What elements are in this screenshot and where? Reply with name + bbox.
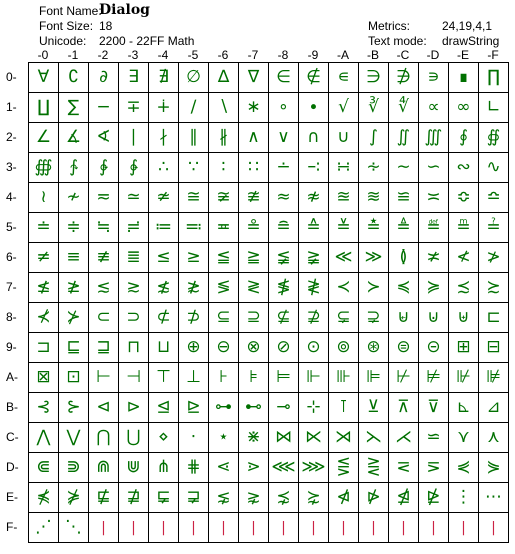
glyph-cell: ⊇	[239, 303, 269, 333]
glyph-cell: ⋍	[419, 423, 449, 453]
glyph-cell: ≁	[59, 183, 89, 213]
row-header: 6-	[6, 250, 17, 264]
glyph-cell: ∵	[179, 153, 209, 183]
glyph-cell: ⊒	[89, 333, 119, 363]
glyph-cell: ≜	[389, 213, 419, 243]
glyph-cell: ≧	[239, 243, 269, 273]
row-header: A-	[6, 370, 18, 384]
glyph-cell: ∊	[329, 63, 359, 93]
glyph-cell: ∴	[149, 153, 179, 183]
glyph-cell: ⋁	[59, 423, 89, 453]
glyph-cell: ≈	[269, 183, 299, 213]
glyph-cell: ⋜	[389, 453, 419, 483]
glyph-cell: ≬	[389, 243, 419, 273]
glyph-grid	[28, 62, 509, 543]
glyph-cell: ⊄	[149, 303, 179, 333]
glyph-cell: ≽	[419, 273, 449, 303]
glyph-cell: ≮	[449, 243, 479, 273]
glyph-cell: ⊴	[149, 393, 179, 423]
glyph-cell: ∑	[59, 93, 89, 123]
glyph-cell: ⊀	[29, 303, 59, 333]
column-header: -C	[396, 48, 410, 62]
glyph-cell: ⋊	[329, 423, 359, 453]
glyph-cell: ∞	[449, 93, 479, 123]
text-mode-value: drawString	[442, 34, 500, 48]
glyph-cell: ⋡	[59, 483, 89, 513]
glyph-cell: ⋫	[359, 483, 389, 513]
glyph-cell: ⊩	[299, 363, 329, 393]
glyph-cell: ∨	[269, 123, 299, 153]
glyph-cell: ≪	[329, 243, 359, 273]
column-header: -D	[426, 48, 440, 62]
glyph-cell: ∀	[29, 63, 59, 93]
glyph-cell: ∹	[299, 153, 329, 183]
glyph-cell: |	[179, 513, 209, 543]
glyph-cell: ⋅	[179, 423, 209, 453]
glyph-cell: ⊦	[209, 363, 239, 393]
glyph-cell: ∠	[29, 123, 59, 153]
glyph-cell: √	[329, 93, 359, 123]
glyph-cell: ⋂	[89, 423, 119, 453]
glyph-cell: ≖	[209, 213, 239, 243]
column-header: -9	[307, 48, 319, 62]
glyph-cell: ∙	[299, 93, 329, 123]
glyph-cell: ≛	[359, 213, 389, 243]
glyph-cell: ∢	[89, 123, 119, 153]
glyph-cell: ⊅	[179, 303, 209, 333]
glyph-cell: ∆	[209, 63, 239, 93]
glyph-cell: ≂	[89, 183, 119, 213]
glyph-cell: ⋕	[179, 453, 209, 483]
glyph-cell: ∶	[209, 153, 239, 183]
glyph-cell: ∓	[119, 93, 149, 123]
metrics-label: Metrics:	[368, 19, 410, 33]
glyph-cell: ∁	[59, 63, 89, 93]
glyph-cell: ≎	[449, 183, 479, 213]
glyph-cell: ⊆	[209, 303, 239, 333]
glyph-cell: |	[299, 513, 329, 543]
glyph-cell: ⊷	[239, 393, 269, 423]
glyph-cell: ≕	[179, 213, 209, 243]
glyph-cell: ⊳	[119, 393, 149, 423]
glyph-cell: ≄	[149, 183, 179, 213]
column-header: -F	[487, 48, 499, 62]
glyph-cell: ⋗	[239, 453, 269, 483]
glyph-cell: ⊢	[89, 363, 119, 393]
glyph-cell: ⊖	[209, 333, 239, 363]
glyph-cell: ∉	[299, 63, 329, 93]
glyph-cell: ⊧	[239, 363, 269, 393]
glyph-cell: ≻	[359, 273, 389, 303]
row-header: D-	[6, 460, 19, 474]
glyph-cell: ⊑	[59, 333, 89, 363]
glyph-cell: ∏	[479, 63, 509, 93]
glyph-cell: ≥	[179, 243, 209, 273]
glyph-cell: ≊	[329, 183, 359, 213]
glyph-cell: ⊤	[149, 363, 179, 393]
glyph-cell: ≒	[89, 213, 119, 243]
glyph-cell: ≝	[419, 213, 449, 243]
glyph-cell: ∔	[149, 93, 179, 123]
glyph-cell: ⋐	[29, 453, 59, 483]
glyph-cell: ≃	[119, 183, 149, 213]
glyph-cell: −	[89, 93, 119, 123]
glyph-cell: ∘	[269, 93, 299, 123]
glyph-cell: ⊺	[329, 393, 359, 423]
glyph-cell: ⊰	[29, 393, 59, 423]
unicode-range-value: 2200 - 22FF Math	[99, 34, 195, 48]
glyph-cell: ⋣	[119, 483, 149, 513]
column-header: -4	[157, 48, 169, 62]
row-header: 4-	[6, 190, 17, 204]
glyph-cell: ∬	[389, 123, 419, 153]
glyph-cell: ⋒	[89, 453, 119, 483]
glyph-cell: ≌	[389, 183, 419, 213]
glyph-cell: ⊹	[299, 393, 329, 423]
glyph-cell: ⋎	[449, 423, 479, 453]
glyph-cell: ⊠	[29, 363, 59, 393]
glyph-cell: ∟	[479, 93, 509, 123]
glyph-cell: ∂	[89, 63, 119, 93]
glyph-cell: ⋪	[329, 483, 359, 513]
glyph-cell: ⊾	[449, 393, 479, 423]
glyph-cell: ∸	[269, 153, 299, 183]
glyph-cell: ∛	[359, 93, 389, 123]
column-header: -3	[127, 48, 139, 62]
glyph-cell: ⋥	[179, 483, 209, 513]
glyph-cell: ⊁	[59, 303, 89, 333]
glyph-cell: |	[479, 513, 509, 543]
glyph-cell: ⊮	[449, 363, 479, 393]
row-header: 7-	[6, 280, 17, 294]
glyph-cell: ≾	[449, 273, 479, 303]
glyph-cell: ∅	[179, 63, 209, 93]
glyph-cell: ⋩	[299, 483, 329, 513]
glyph-cell: ⊗	[239, 333, 269, 363]
glyph-cell: ≆	[209, 183, 239, 213]
glyph-cell: ⋇	[239, 423, 269, 453]
glyph-cell: ∿	[479, 153, 509, 183]
glyph-cell: ≋	[359, 183, 389, 213]
glyph-cell: |	[449, 513, 479, 543]
glyph-cell: ∃	[119, 63, 149, 93]
glyph-cell: ∪	[329, 123, 359, 153]
column-header: -1	[67, 48, 79, 62]
glyph-cell: ⋙	[299, 453, 329, 483]
glyph-cell: ∮	[449, 123, 479, 153]
glyph-cell: ∣	[119, 123, 149, 153]
glyph-cell: ≼	[389, 273, 419, 303]
glyph-cell: ≇	[239, 183, 269, 213]
glyph-cell: ⊼	[389, 393, 419, 423]
glyph-cell: ∄	[149, 63, 179, 93]
row-header: 3-	[6, 160, 17, 174]
metrics-value: 24,19,4,1	[442, 19, 493, 33]
glyph-cell: ≷	[239, 273, 269, 303]
glyph-cell: ≳	[119, 273, 149, 303]
glyph-cell: ∼	[389, 153, 419, 183]
glyph-cell: ≉	[299, 183, 329, 213]
row-header: 5-	[6, 220, 17, 234]
glyph-cell: ≫	[359, 243, 389, 273]
glyph-cell: |	[89, 513, 119, 543]
glyph-cell: ⋮	[449, 483, 479, 513]
glyph-cell: ⋬	[389, 483, 419, 513]
glyph-cell: ⋤	[149, 483, 179, 513]
glyph-cell: ⋯	[479, 483, 509, 513]
glyph-cell: ⋰	[29, 513, 59, 543]
glyph-cell: ∯	[479, 123, 509, 153]
glyph-cell: ⊞	[449, 333, 479, 363]
glyph-cell: ⋃	[119, 423, 149, 453]
glyph-cell: ∤	[149, 123, 179, 153]
glyph-cell: ≘	[269, 213, 299, 243]
glyph-cell: ≴	[149, 273, 179, 303]
glyph-cell: ⋌	[389, 423, 419, 453]
glyph-cell: ⊡	[59, 363, 89, 393]
glyph-cell: ⊪	[329, 363, 359, 393]
glyph-cell: ⊝	[419, 333, 449, 363]
glyph-cell: ≢	[89, 243, 119, 273]
column-header: -0	[37, 48, 49, 62]
glyph-cell: |	[149, 513, 179, 543]
glyph-cell: ⊛	[359, 333, 389, 363]
glyph-cell: ⊿	[479, 393, 509, 423]
column-header: -B	[367, 48, 379, 62]
glyph-cell: |	[119, 513, 149, 543]
glyph-cell: ⊸	[269, 393, 299, 423]
glyph-cell: ≶	[209, 273, 239, 303]
glyph-cell: |	[269, 513, 299, 543]
glyph-cell: ⊃	[119, 303, 149, 333]
font-name-value: Dialog	[99, 2, 150, 18]
glyph-cell: ⊕	[179, 333, 209, 363]
column-header: -2	[97, 48, 109, 62]
glyph-cell: ≟	[479, 213, 509, 243]
glyph-cell: ≡	[59, 243, 89, 273]
glyph-cell: ≐	[29, 213, 59, 243]
glyph-cell: ⊎	[449, 303, 479, 333]
glyph-cell: ⊱	[59, 393, 89, 423]
text-mode-label: Text mode:	[368, 34, 427, 48]
glyph-cell: ≓	[119, 213, 149, 243]
glyph-cell: ⊘	[269, 333, 299, 363]
glyph-cell: ≔	[149, 213, 179, 243]
glyph-cell: ⊓	[119, 333, 149, 363]
glyph-cell: ≨	[269, 243, 299, 273]
row-header: 8-	[6, 310, 17, 324]
glyph-cell: ⊥	[179, 363, 209, 393]
glyph-cell: ≠	[29, 243, 59, 273]
glyph-cell: ∾	[449, 153, 479, 183]
glyph-cell: ⋀	[29, 423, 59, 453]
glyph-cell: ≚	[329, 213, 359, 243]
column-header: -A	[337, 48, 349, 62]
row-header: 1-	[6, 100, 17, 114]
glyph-cell: ≣	[119, 243, 149, 273]
glyph-cell: ⊔	[149, 333, 179, 363]
column-header: -7	[247, 48, 259, 62]
column-header: -5	[187, 48, 199, 62]
glyph-cell: ⊬	[389, 363, 419, 393]
glyph-cell: ≗	[239, 213, 269, 243]
glyph-cell: ∽	[419, 153, 449, 183]
glyph-cell: ∫	[359, 123, 389, 153]
glyph-cell: ⋢	[89, 483, 119, 513]
glyph-cell: ≸	[269, 273, 299, 303]
glyph-cell: ⋏	[479, 423, 509, 453]
glyph-cell: ≲	[89, 273, 119, 303]
glyph-cell: ⊌	[389, 303, 419, 333]
glyph-cell: ⋄	[149, 423, 179, 453]
column-header: -6	[217, 48, 229, 62]
glyph-cell: ∇	[239, 63, 269, 93]
glyph-cell: ≩	[299, 243, 329, 273]
glyph-cell: ∐	[29, 93, 59, 123]
glyph-cell: ∷	[239, 153, 269, 183]
glyph-cell: ⋛	[359, 453, 389, 483]
font-name-label: Font Name:	[39, 4, 102, 18]
glyph-cell: ≵	[179, 273, 209, 303]
glyph-cell: ∋	[359, 63, 389, 93]
glyph-cell: ≑	[59, 213, 89, 243]
glyph-cell: ⊂	[89, 303, 119, 333]
glyph-cell: ∭	[419, 123, 449, 153]
glyph-cell: ∧	[239, 123, 269, 153]
glyph-cell: ⋠	[29, 483, 59, 513]
glyph-cell: ≰	[29, 273, 59, 303]
glyph-cell: ≀	[29, 183, 59, 213]
glyph-cell: ⊉	[299, 303, 329, 333]
glyph-cell: ≯	[479, 243, 509, 273]
glyph-cell: ⊶	[209, 393, 239, 423]
glyph-cell: |	[419, 513, 449, 543]
glyph-cell: ⋞	[449, 453, 479, 483]
glyph-cell: ∗	[239, 93, 269, 123]
glyph-cell: ⊙	[299, 333, 329, 363]
glyph-cell: |	[389, 513, 419, 543]
glyph-cell: ∍	[419, 63, 449, 93]
glyph-cell: ⊏	[479, 303, 509, 333]
column-header: -E	[457, 48, 469, 62]
glyph-cell: ≍	[419, 183, 449, 213]
glyph-cell: ⋱	[59, 513, 89, 543]
glyph-cell: |	[209, 513, 239, 543]
glyph-cell: ≹	[299, 273, 329, 303]
glyph-cell: ⊐	[29, 333, 59, 363]
glyph-cell: ⊍	[419, 303, 449, 333]
glyph-cell: ⊣	[119, 363, 149, 393]
glyph-cell: ⋓	[119, 453, 149, 483]
glyph-cell: ≅	[179, 183, 209, 213]
glyph-cell: ⋑	[59, 453, 89, 483]
glyph-cell: ∎	[449, 63, 479, 93]
glyph-cell: |	[329, 513, 359, 543]
glyph-cell: ∦	[209, 123, 239, 153]
glyph-cell: ⋟	[479, 453, 509, 483]
glyph-cell: ∥	[179, 123, 209, 153]
glyph-cell: ∳	[119, 153, 149, 183]
row-header: B-	[6, 400, 18, 414]
glyph-cell: ⋨	[269, 483, 299, 513]
glyph-cell: ≤	[149, 243, 179, 273]
glyph-cell: ∺	[329, 153, 359, 183]
glyph-cell: |	[359, 513, 389, 543]
glyph-cell: ∡	[59, 123, 89, 153]
font-size-label: Font Size:	[39, 19, 94, 33]
glyph-cell: ∰	[29, 153, 59, 183]
glyph-cell: ⋔	[149, 453, 179, 483]
glyph-cell: ⊽	[419, 393, 449, 423]
glyph-cell: ≱	[59, 273, 89, 303]
glyph-cell: ⊈	[269, 303, 299, 333]
glyph-cell: ⋧	[239, 483, 269, 513]
glyph-cell: ⊲	[89, 393, 119, 423]
glyph-cell: ⋆	[209, 423, 239, 453]
glyph-cell: ⋭	[419, 483, 449, 513]
glyph-cell: ≦	[209, 243, 239, 273]
glyph-cell: ⋋	[359, 423, 389, 453]
glyph-cell: ∌	[389, 63, 419, 93]
glyph-cell: ≙	[299, 213, 329, 243]
glyph-cell: ⊊	[329, 303, 359, 333]
glyph-cell: ∱	[59, 153, 89, 183]
glyph-cell: ∩	[299, 123, 329, 153]
glyph-cell: ⋚	[329, 453, 359, 483]
glyph-cell: ∖	[209, 93, 239, 123]
glyph-cell: ⊭	[419, 363, 449, 393]
glyph-cell: ⋉	[299, 423, 329, 453]
glyph-cell: ⊜	[389, 333, 419, 363]
glyph-cell: ⊟	[479, 333, 509, 363]
glyph-cell: ⊚	[329, 333, 359, 363]
glyph-cell: ∻	[359, 153, 389, 183]
glyph-cell: ≏	[479, 183, 509, 213]
glyph-cell: ∕	[179, 93, 209, 123]
unicode-label: Unicode:	[39, 34, 87, 48]
glyph-cell: ⊵	[179, 393, 209, 423]
glyph-cell: ≞	[449, 213, 479, 243]
font-size-value: 18	[99, 19, 113, 33]
row-header: 9-	[6, 340, 17, 354]
glyph-cell: ⋦	[209, 483, 239, 513]
row-header: F-	[6, 520, 18, 534]
glyph-cell: ∝	[419, 93, 449, 123]
glyph-cell: ⋈	[269, 423, 299, 453]
row-header: 2-	[6, 130, 17, 144]
row-header: C-	[6, 430, 19, 444]
row-header: 0-	[6, 70, 17, 84]
glyph-cell: ⊨	[269, 363, 299, 393]
glyph-cell: ⊫	[359, 363, 389, 393]
glyph-cell: ⋖	[209, 453, 239, 483]
glyph-cell: ⊋	[359, 303, 389, 333]
row-header: E-	[6, 490, 18, 504]
glyph-cell: ∈	[269, 63, 299, 93]
glyph-cell: ⊯	[479, 363, 509, 393]
glyph-cell: |	[239, 513, 269, 543]
glyph-cell: ⋝	[419, 453, 449, 483]
glyph-cell: ≺	[329, 273, 359, 303]
glyph-cell: ≿	[479, 273, 509, 303]
glyph-cell: ∜	[389, 93, 419, 123]
column-header: -8	[277, 48, 289, 62]
glyph-cell: ∲	[89, 153, 119, 183]
glyph-cell: ⊻	[359, 393, 389, 423]
glyph-cell: ⋘	[269, 453, 299, 483]
glyph-cell: ≭	[419, 243, 449, 273]
